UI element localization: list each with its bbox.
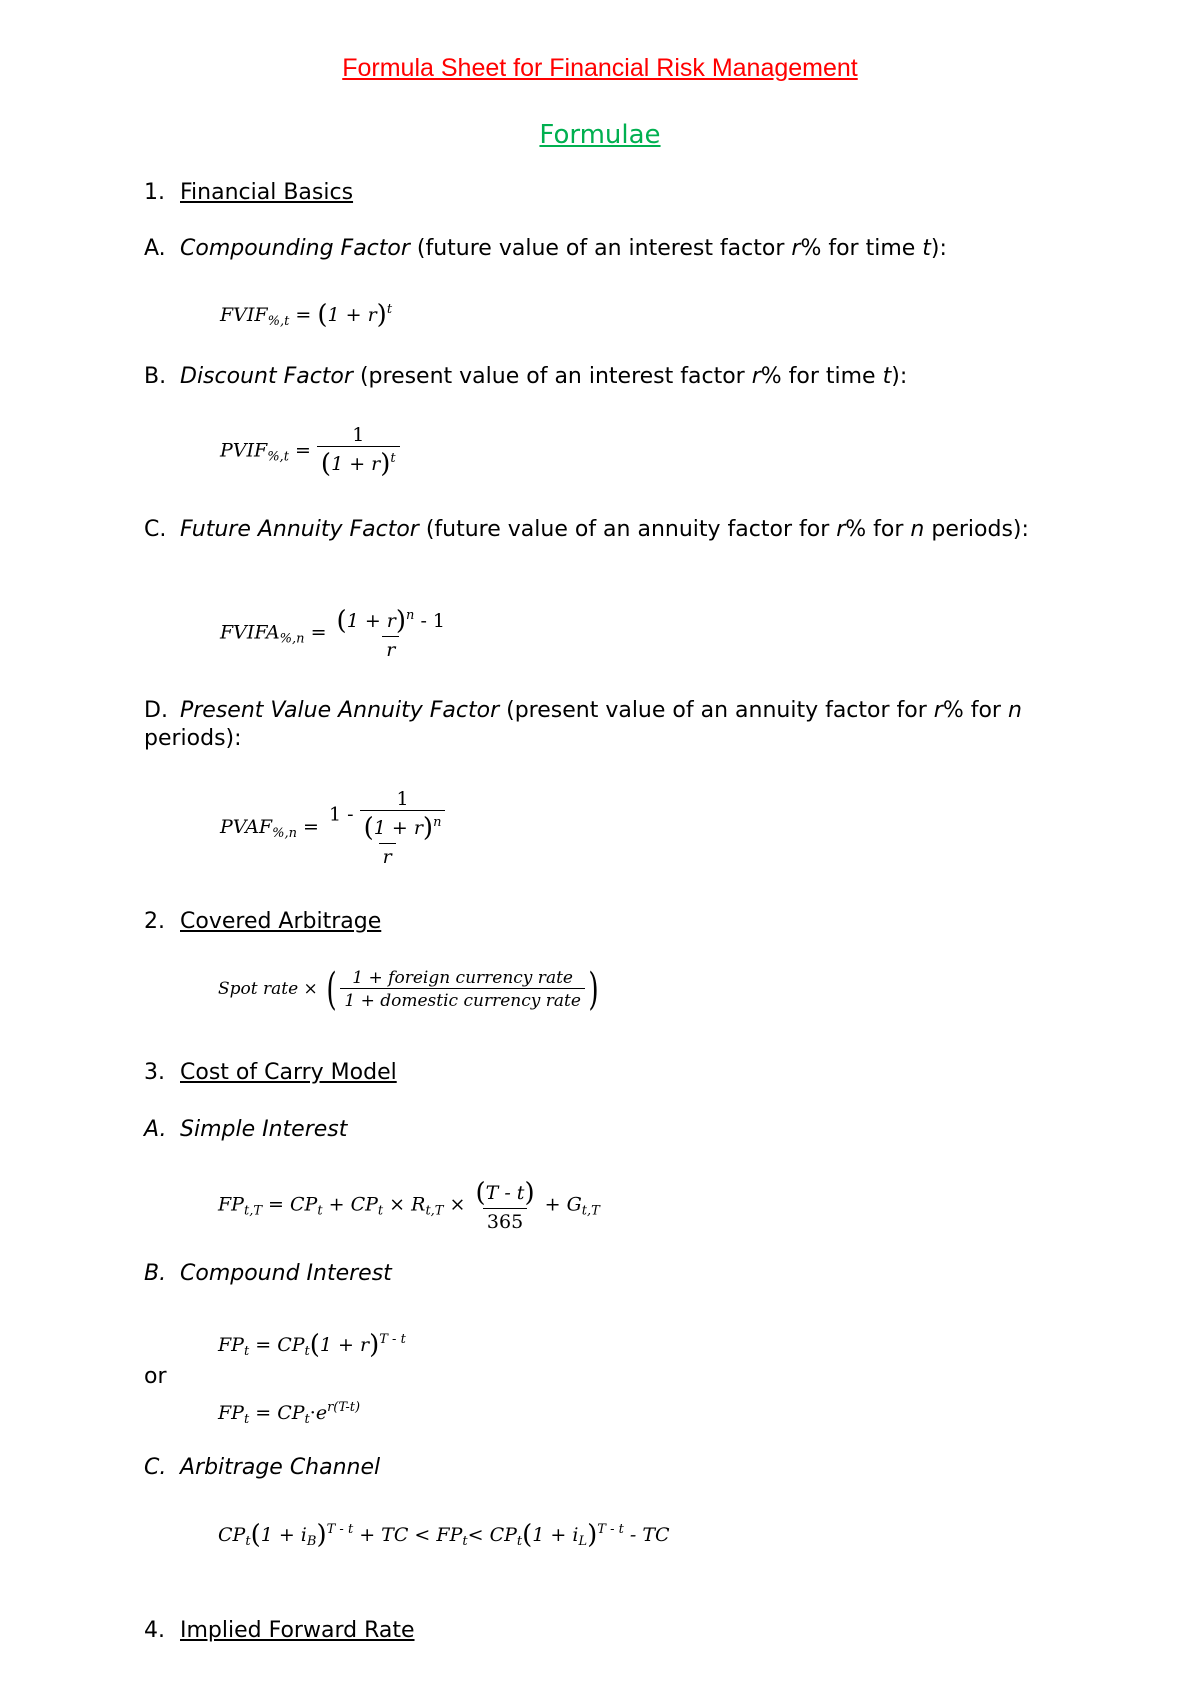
section-3-heading: 3. Cost of Carry Model [144, 1060, 397, 1085]
item-3a-heading: A. Simple Interest [144, 1117, 348, 1142]
page-title: Formula Sheet for Financial Risk Management [342, 54, 858, 82]
formula-covered-arbitrage: Spot rate × ( $\frac{\text{1 + foreign currency rate}}{\text{1 + domestic currency rate}}$ ) [218, 964, 599, 1015]
formula-compound-interest-2: $FP_t = CP_t\cdot e^{r(T-t)}$ [218, 1400, 361, 1427]
formula-pvaf: $PVAF_{\%,n}$ = 1 - $\frac{1}{(1 + r)^n}$ r [220, 788, 449, 868]
section-1-heading: 1. Financial Basics [144, 180, 354, 205]
section-2-heading: 2. Covered Arbitrage [144, 909, 382, 934]
section-4-heading: 4. Implied Forward Rate [144, 1618, 415, 1643]
item-1d-description: D. Present Value Annuity Factor (present value of an annuity factor for r% for n periods): [144, 698, 1022, 751]
page-subtitle: Formulae [539, 120, 661, 150]
or-label: or [144, 1364, 167, 1389]
formula-pvif: $PVIF_{\%,t}$ = $\frac{1}{(1 + r)^t}$ [220, 424, 400, 479]
formula-fvif: $FVIF_{\%,t} = (1 + r)^t$ [220, 300, 393, 330]
formula-fvifa: $FVIFA_{\%,n}$ = $\frac{(1 + r)^n - 1}{r}$ [220, 606, 445, 661]
item-3b-heading: B. Compound Interest [144, 1261, 392, 1286]
item-3c-heading: C. Arbitrage Channel [144, 1455, 381, 1480]
formula-arbitrage-channel: $CP_t(1 + i_B)^{T - t}$ + TC < $FP_t< CP_t(1 + i_L)^{T - t}$ - TC [218, 1520, 670, 1550]
formula-simple-interest: $FP_{t,T} = CP_t + CP_t \times R_{t,T}$ × $\frac{(T - t)}{365}$ + $G_{t,T}$ [218, 1178, 600, 1233]
item-1b-description: B. Discount Factor (present value of an interest factor r% for time t): [144, 364, 908, 389]
formula-compound-interest-1: $FP_t = CP_t(1 + r)^{T - t}$ [218, 1330, 406, 1360]
item-1a-description: A. Compounding Factor (future value of an interest factor r% for time t): [144, 236, 947, 261]
item-1c-description: C. Future Annuity Factor (future value of an annuity factor for r% for n periods): [144, 517, 1029, 542]
